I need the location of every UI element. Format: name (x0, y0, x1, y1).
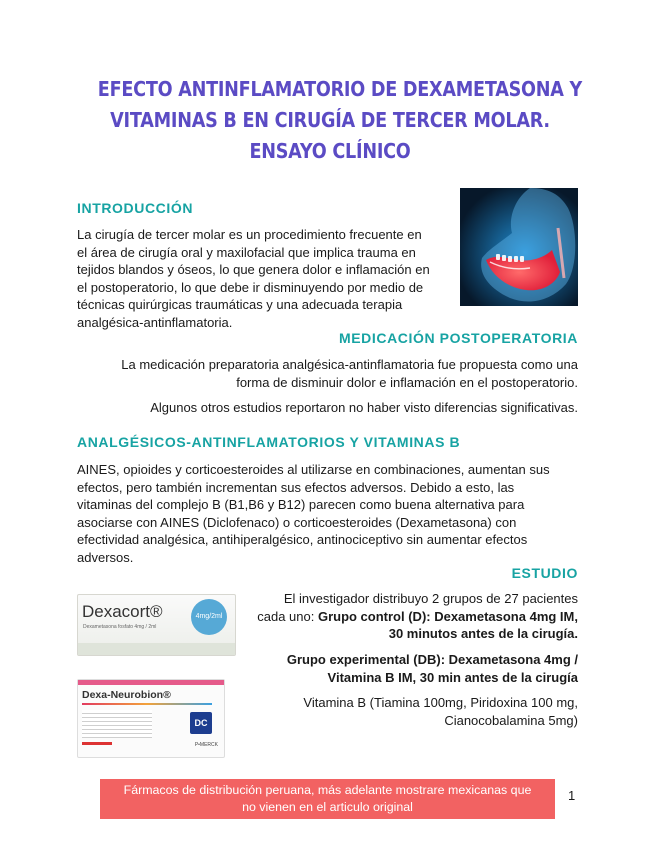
estudio-heading: ESTUDIO (511, 565, 578, 581)
analgesicos-heading: ANALGÉSICOS-ANTINFLAMATORIOS Y VITAMINAS B (77, 434, 461, 450)
footer-line-2: no vienen en el articulo original (242, 800, 413, 814)
dexa-neurobion-box-image (77, 679, 225, 758)
vitamina-b-composition (238, 694, 578, 729)
analgesicos-line-3: vitaminas del complejo B (B1,B6 y B12) parecen como buena alternativa para (77, 497, 525, 512)
analgesicos-line-4: asociarse con AINES (Diclofenaco) o corticoesteroides (Dexametasona) con (77, 514, 517, 530)
neurobion-fine-print (82, 710, 152, 738)
dexacort-brand: Dexacort® (82, 602, 163, 621)
estudio-line-1: El investigador distribuyo 2 grupos de 27 pacientes (283, 591, 578, 606)
analgesicos-line-6: adversos. (77, 549, 134, 565)
document-title (97, 74, 583, 167)
dexacort-dose-circle: 4mg/2ml (191, 599, 227, 635)
intro-line-6: analgésica-antinflamatoria. (77, 314, 233, 330)
neurobion-brand: Dexa-Neurobion® (82, 689, 171, 701)
title-line-2: VITAMINAS B EN CIRUGÍA DE TERCER MOLAR. (110, 108, 550, 132)
intro-line-4: el postoperatorio, lo que debe ir disminuyendo por medio de (77, 279, 424, 295)
intro-paragraph (77, 226, 457, 331)
neurobion-merck: P•MERCK (194, 742, 218, 748)
analgesicos-line-1: AINES, opioides y corticoesteroides al utilizarse en combinaciones, aumentan sus (77, 462, 550, 477)
footer-note (100, 779, 555, 819)
title-line-3: ENSAYO CLÍNICO (249, 139, 411, 163)
title-line-1: EFECTO ANTINFLAMATORIO DE DEXAMETASONA Y (97, 77, 583, 101)
estudio-line-2-normal: cada uno: (257, 608, 318, 624)
estudio-paragraph-1 (238, 590, 578, 643)
jaw-illustration (460, 188, 578, 306)
analgesicos-line-5: efectividad analgésica, antihiperalgésico, antinociceptivo sin aumentar efectos (77, 532, 528, 547)
vitamina-b-line-1: Vitamina B (Tiamina 100mg, Piridoxina 100 mg, (303, 695, 578, 710)
neurobion-red-mark (82, 742, 112, 745)
medicacion-line-1: La medicación preparatoria analgésica-antinflamatoria fue propuesta como una (121, 357, 578, 372)
dexacort-box-image (77, 594, 236, 656)
footer-line-1: Fármacos de distribución peruana, más adelante mostrare mexicanas que (123, 783, 532, 797)
medicacion-heading: MEDICACIÓN POSTOPERATORIA (338, 330, 578, 346)
jaw-inflammation-image (460, 188, 578, 306)
grupo-control-label: Grupo control (D): Dexametasona 4mg IM, (317, 608, 578, 624)
intro-heading: INTRODUCCIÓN (77, 200, 194, 216)
intro-line-2: el área de cirugía oral y maxilofacial que implica trauma en (77, 244, 416, 260)
grupo-experimental-line-2: Vitamina B IM, 30 min antes de la cirugía (327, 669, 578, 685)
medicacion-paragraph-2: Algunos otros estudios reportaron no haber visto diferencias significativas. (150, 400, 578, 415)
analgesicos-paragraph (77, 461, 582, 566)
neurobion-stripe (82, 703, 212, 705)
intro-line-5: técnicas quirúrgicas traumáticas y una adecuada terapia (77, 297, 403, 312)
estudio-line-3: 30 minutos antes de la cirugía. (388, 626, 578, 641)
intro-line-3: tejidos blandos y óseos, lo que genera dolor e inflamación en (77, 262, 430, 277)
analgesicos-line-2: efectos, pero también incrementan sus efectos adversos. Debido a esto, las (77, 479, 515, 495)
dexacort-bottom-band (78, 643, 235, 655)
estudio-line-2 (238, 608, 578, 626)
grupo-experimental (238, 651, 578, 686)
dexacort-subtitle: Dexametasona fosfato 4mg / 2ml (83, 624, 157, 630)
medicacion-line-2: forma de disminuir dolor e inflamación en el postoperatorio. (236, 374, 578, 390)
grupo-experimental-line-1: Grupo experimental (DB): Dexametasona 4mg / (286, 652, 578, 667)
page-number: 1 (568, 788, 576, 803)
neurobion-dc-logo: DC (190, 712, 212, 734)
vitamina-b-line-2: Cianocobalamina 5mg) (444, 712, 578, 728)
medicacion-paragraph-1 (78, 356, 578, 391)
intro-line-1: La cirugía de tercer molar es un procedimiento frecuente en (77, 227, 422, 242)
neurobion-top-stripe (78, 680, 224, 685)
